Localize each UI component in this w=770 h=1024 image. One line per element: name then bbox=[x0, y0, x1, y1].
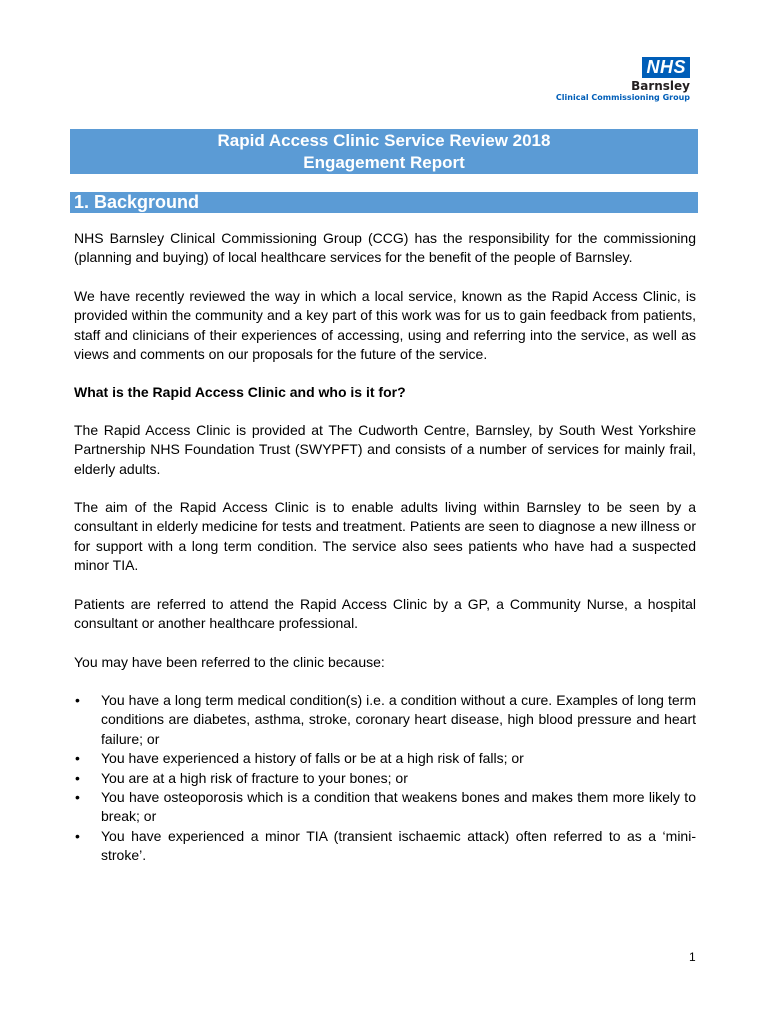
report-title: Rapid Access Clinic Service Review 2018 bbox=[217, 131, 551, 150]
list-item: • You have experienced a history of falls or be at a high risk of falls; or bbox=[74, 749, 696, 768]
referral-reasons-list bbox=[74, 691, 696, 866]
logo-org-subtitle: Clinical Commissioning Group bbox=[555, 93, 690, 102]
paragraph: We have recently reviewed the way in which a local service, known as the Rapid Access Clinic, is provided within the community and a key part of this work was for us to gain feedback from patients, staff and clinicians of their experiences of accessing, using and referring into the service, as well as views and comments on our proposals for the future of the service. bbox=[74, 287, 696, 363]
paragraph: The aim of the Rapid Access Clinic is to enable adults living within Barnsley to be seen by a consultant in elderly medicine for tests and treatment. Patients are seen to diagnose a new illness or for support with a long term condition. The service also sees patients who have had a suspected minor TIA. bbox=[74, 499, 696, 574]
page-number: 1 bbox=[689, 950, 696, 964]
paragraph: NHS Barnsley Clinical Commissioning Group (CCG) has the responsibility for the commissioning (planning and buying) of local healthcare services for the benefit of the people of Barnsley. bbox=[74, 230, 696, 266]
document-body bbox=[74, 229, 696, 866]
logo-org-name: Barnsley bbox=[631, 79, 690, 93]
section-heading: 1. Background bbox=[70, 192, 698, 213]
paragraph: You may have been referred to the clinic because: bbox=[74, 653, 385, 670]
list-item: • You have experienced a minor TIA (transient ischaemic attack) often referred to as a ‘mini-stroke’. bbox=[74, 827, 696, 866]
list-item: • You are at a high risk of fracture to your bones; or bbox=[74, 769, 696, 788]
nhs-badge: NHS bbox=[642, 57, 690, 78]
subheading: What is the Rapid Access Clinic and who is it for? bbox=[74, 384, 406, 401]
report-title-banner bbox=[70, 129, 698, 174]
nhs-logo bbox=[556, 57, 690, 103]
paragraph: Patients are referred to attend the Rapid Access Clinic by a GP, a Community Nurse, a hospital consultant or another healthcare professional. bbox=[74, 595, 696, 632]
list-item: • You have osteoporosis which is a condition that weakens bones and makes them more likely to break; or bbox=[74, 788, 696, 827]
report-subtitle: Engagement Report bbox=[303, 153, 465, 172]
list-item: • You have a long term medical condition(s) i.e. a condition without a cure. Examples of long term conditions are diabetes, asthma, stroke, coronary heart disease, high blood pressure and heart failure; or bbox=[74, 691, 696, 749]
paragraph: The Rapid Access Clinic is provided at The Cudworth Centre, Barnsley, by South West Yorkshire Partnership NHS Foundation Trust (SWYPFT) and consists of a number of services for mainly frail, elderly adults. bbox=[74, 421, 696, 477]
